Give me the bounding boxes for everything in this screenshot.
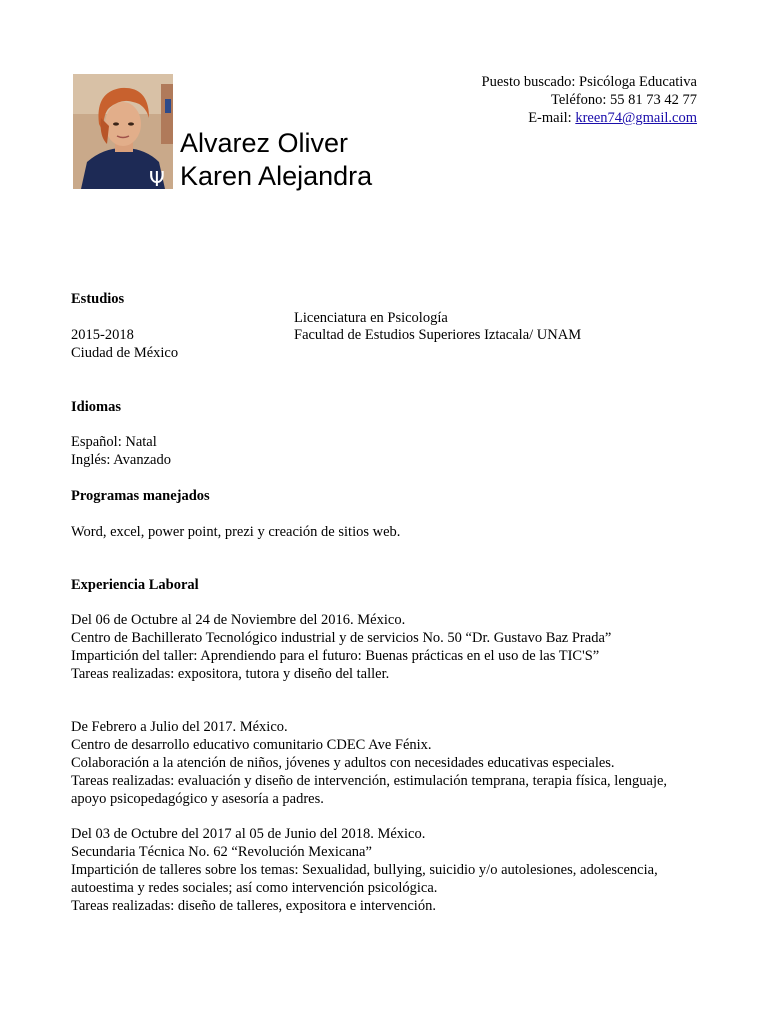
given-names: Karen Alejandra bbox=[180, 161, 373, 191]
job-line: Impartición del taller: Aprendiendo para el futuro: Buenas prácticas en el uso de las TIC'S” bbox=[71, 648, 600, 664]
job-line: apoyo psicopedagógico y asesoría a padres. bbox=[71, 791, 324, 807]
email-label: E-mail: bbox=[528, 110, 576, 126]
degree: Licenciatura en Psicología bbox=[294, 310, 448, 326]
job-line: Centro de desarrollo educativo comunitario CDEC Ave Fénix. bbox=[71, 737, 432, 753]
surname: Alvarez Oliver bbox=[180, 128, 349, 158]
institution: Facultad de Estudios Superiores Iztacala/ UNAM bbox=[294, 327, 582, 343]
svg-text:Ψ: Ψ bbox=[149, 167, 165, 189]
section-heading-programas: Programas manejados bbox=[71, 488, 210, 504]
software-list: Word, excel, power point, prezi y creación de sitios web. bbox=[71, 524, 401, 540]
study-years: 2015-2018 bbox=[71, 327, 134, 343]
candidate-name bbox=[180, 127, 372, 193]
job-line: autoestima y redes sociales; así como intervención psicológica. bbox=[71, 880, 438, 896]
section-heading-estudios: Estudios bbox=[71, 291, 125, 307]
language-item: Español: Natal bbox=[71, 434, 157, 450]
section-heading-experiencia: Experiencia Laboral bbox=[71, 577, 199, 593]
profile-photo bbox=[73, 74, 173, 189]
section-heading-idiomas: Idiomas bbox=[71, 399, 121, 415]
position-sought: Puesto buscado: Psicóloga Educativa bbox=[481, 74, 697, 90]
phone-number: Teléfono: 55 81 73 42 77 bbox=[551, 92, 697, 108]
job-line: Tareas realizadas: diseño de talleres, expositora e intervención. bbox=[71, 898, 436, 914]
job-line: Del 06 de Octubre al 24 de Noviembre del 2016. México. bbox=[71, 612, 406, 628]
job-line: Del 03 de Octubre del 2017 al 05 de Junio del 2018. México. bbox=[71, 826, 426, 842]
job-line: Tareas realizadas: evaluación y diseño de intervención, estimulación temprana, terapia física, lenguaje, bbox=[71, 773, 668, 789]
contact-info bbox=[482, 73, 697, 127]
job-line: Colaboración a la atención de niños, jóvenes y adultos con necesidades educativas especiales. bbox=[71, 755, 615, 771]
job-line: Tareas realizadas: expositora, tutora y diseño del taller. bbox=[71, 666, 390, 682]
job-entry bbox=[71, 718, 667, 808]
job-line: De Febrero a Julio del 2017. México. bbox=[71, 719, 288, 735]
language-item: Inglés: Avanzado bbox=[71, 452, 171, 468]
email-link[interactable]: kreen74@gmail.com bbox=[575, 110, 697, 126]
email-line bbox=[482, 109, 697, 127]
job-line: Secundaria Técnica No. 62 “Revolución Mexicana” bbox=[71, 844, 372, 860]
job-entry bbox=[71, 825, 658, 915]
study-city: Ciudad de México bbox=[71, 345, 179, 361]
job-entry bbox=[71, 611, 611, 683]
job-line: Impartición de talleres sobre los temas: Sexualidad, bullying, suicidio y/o autolesiones, adolescencia, bbox=[71, 862, 658, 878]
job-line: Centro de Bachillerato Tecnológico industrial y de servicios No. 50 “Dr. Gustavo Baz Prada” bbox=[71, 630, 612, 646]
